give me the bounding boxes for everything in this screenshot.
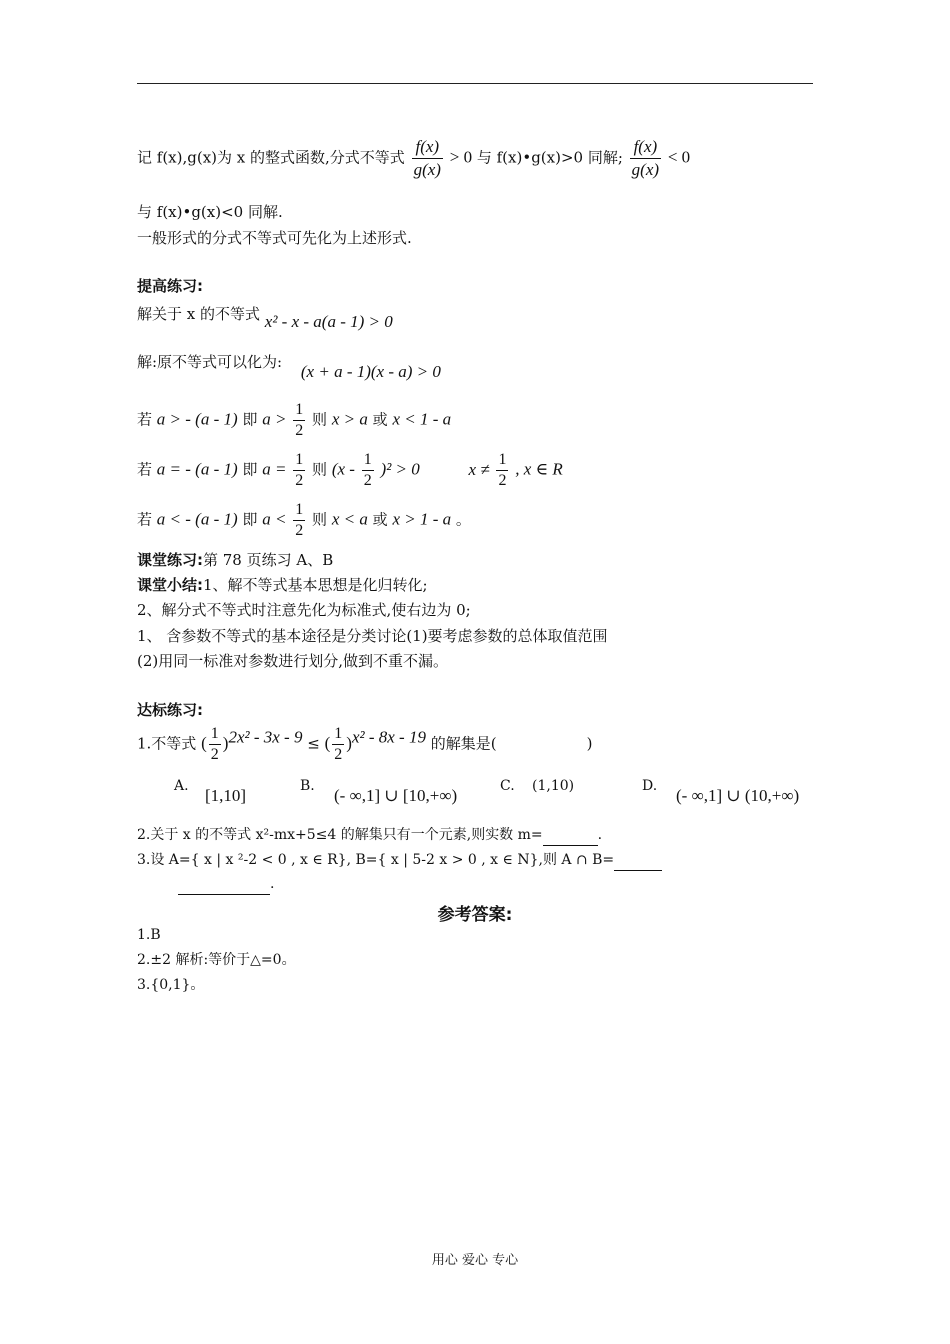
- intro-line-1: [137, 136, 690, 181]
- option-d: (- ∞,1] ∪ (10,+∞): [676, 786, 800, 805]
- option-d-label: D.: [642, 778, 658, 794]
- practice-q3-continued: .: [178, 874, 274, 895]
- case-3: 若 a < - (a - 1) 即 a < $\frac{1}{2}$ 则 x < a 或 x > 1 - a 。: [137, 501, 471, 539]
- page-footer: 用心 爱心 专心: [431, 1253, 519, 1268]
- header-rule: [137, 83, 813, 84]
- answers-heading: 参考答案:: [437, 905, 513, 925]
- option-c-label: C.: [500, 778, 515, 794]
- answer-blank-q3b: [178, 874, 270, 895]
- classwork-line: 课堂练习:第 78 页练习 A、B: [137, 551, 334, 569]
- option-c: (1,10): [532, 778, 575, 794]
- case-1: 若 a > - (a - 1) 即 a > $\frac{1}{2}$ 则 x > a 或 x < 1 - a: [137, 401, 452, 439]
- summary-line-3: 1、 含参数不等式的基本途径是分类讨论(1)要考虑参数的总体取值范围: [137, 627, 608, 645]
- answer-blank-q2: [543, 825, 598, 846]
- solution-line: 解:原不等式可以化为: (x + a - 1)(x - a) > 0: [137, 353, 441, 381]
- intro-line-2: 与 f(x)•g(x)<0 同解.: [137, 203, 283, 221]
- option-b: (- ∞,1] ∪ [10,+∞): [334, 786, 458, 805]
- practice-q1: 1.不等式 ( $\frac{1}{2}$ )$^{2x^2 - 3x - 9}$ ≤ ( $\frac{1}{2}$ )$^{x^2 - 8x - 19}$ 的解集是( ): [137, 725, 593, 763]
- option-a-label: A.: [174, 778, 189, 794]
- summary-line-4: (2)用同一标准对参数进行划分,做到不重不漏。: [137, 652, 449, 670]
- practice-heading: 达标练习:: [137, 701, 203, 719]
- summary-line-1: 课堂小结:1、解不等式基本思想是化归转化;: [137, 576, 428, 594]
- intro-text-a: 记 f(x),g(x)为 x 的整式函数,分式不等式: [137, 148, 405, 167]
- less-zero: < 0: [667, 147, 691, 167]
- case-2: 若 a = - (a - 1) 即 a = $\frac{1}{2}$ 则 (x - $\frac{1}{2}$ )² > 0 x ≠ $\frac{1}{2}$ , x ∈ R: [137, 451, 563, 489]
- fraction-f-over-g: $\frac{f(x)}{g(x)}$: [413, 137, 441, 179]
- answer-2: 2.±2 解析:等价于△=0。: [137, 952, 296, 968]
- practice-q2: 2.关于 x 的不等式 x²-mx+5≤4 的解集只有一个元素,则实数 m= .: [137, 825, 602, 846]
- half-fraction: $\frac{1}{2}$: [295, 401, 304, 439]
- solution-math: (x + a - 1)(x - a) > 0: [300, 362, 441, 381]
- option-a: [1,10]: [205, 786, 247, 805]
- option-b-label: B.: [300, 778, 315, 794]
- fraction-f-over-g-2: $\frac{f(x)}{g(x)}$: [631, 137, 660, 179]
- intro-text-b: 与 f(x)•g(x)>0 同解;: [476, 148, 623, 167]
- intro-line-3: 一般形式的分式不等式可先化为上述形式.: [137, 229, 412, 247]
- answer-3: 3.{0,1}。: [137, 977, 205, 993]
- answer-blank-q3a: [614, 850, 662, 871]
- answer-1: 1.B: [137, 927, 161, 943]
- advanced-question: 解关于 x 的不等式 x² - x - a(a - 1) > 0: [137, 305, 393, 331]
- greater-zero: > 0: [449, 147, 473, 167]
- practice-q3: 3.设 A={ x | x ²-2 < 0 , x ∈ R}, B={ x | 5-2 x > 0 , x ∈ N},则 A ∩ B=: [137, 850, 662, 871]
- question-math: x² - x - a(a - 1) > 0: [264, 312, 393, 331]
- advanced-heading: 提高练习:: [137, 277, 203, 295]
- summary-line-2: 2、解分式不等式时注意先化为标准式,使右边为 0;: [137, 601, 471, 619]
